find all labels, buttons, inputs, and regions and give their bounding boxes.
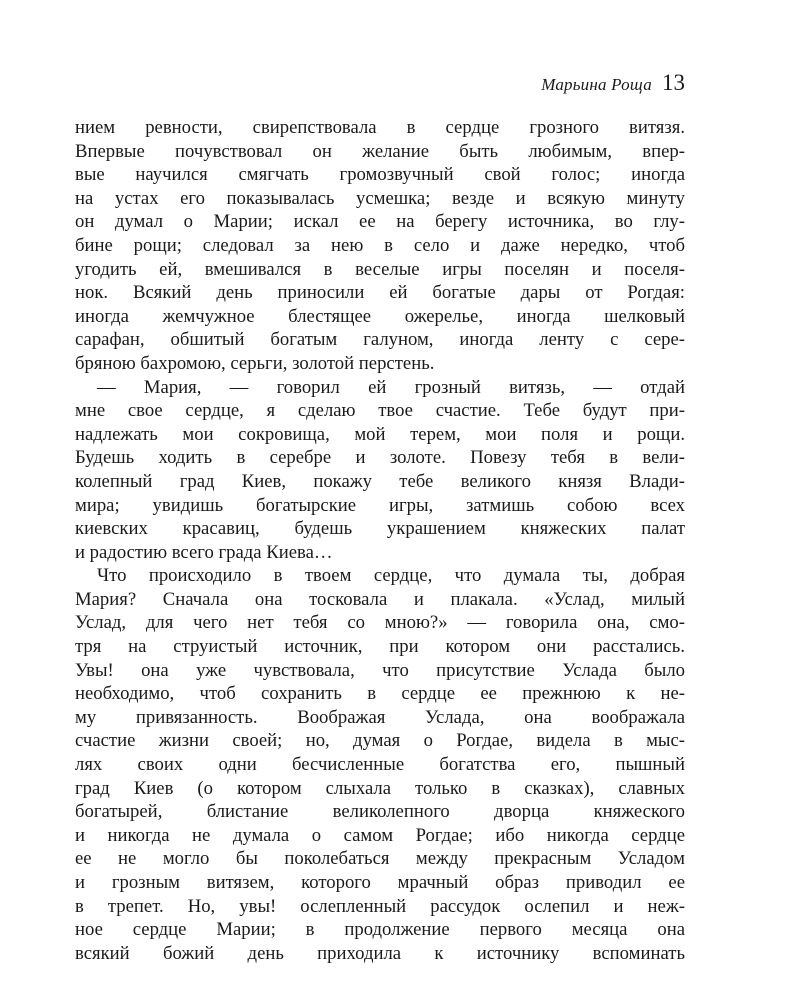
text-line: мира; увидишь богатырские игры, затмишь собою всех bbox=[75, 494, 685, 516]
text-line: Будешь ходить в серебре и золоте. Повезу тебя в вели- bbox=[75, 447, 685, 469]
text-line: надлежать мои сокровища, мой терем, мои поля и рощи. bbox=[75, 423, 685, 445]
text-line: всякий божий день приходила к источнику вспоминать bbox=[75, 942, 685, 964]
text-line: бряною бахромою, серьги, золотой перстень. bbox=[75, 352, 435, 374]
text-line: счастие жизни своей; но, думая о Рогдае, видела в мыс- bbox=[75, 730, 685, 752]
text-line: в трепет. Но, увы! ослепленный рассудок ослепил и неж- bbox=[75, 895, 685, 917]
text-line: град Киев (о котором слыхала только в сказках), славных bbox=[75, 777, 685, 799]
text-line: тря на струистый источник, при котором они расстались. bbox=[75, 636, 685, 658]
text-line: Увы! она уже чувствовала, что присутствие Услада было bbox=[75, 659, 685, 681]
text-line: богатырей, блистание великолепного дворца княжеского bbox=[75, 801, 685, 823]
text-line: мне свое сердце, я сделаю твое счастие. Тебе будут при- bbox=[75, 400, 685, 422]
text-line: лях своих одни бесчисленные богатства его, пышный bbox=[75, 754, 685, 776]
text-line: вые научился смягчать громозвучный свой голос; иногда bbox=[75, 164, 685, 186]
text-line: Что происходило в твоем сердце, что думала ты, добрая bbox=[97, 565, 685, 587]
text-line: и никогда не думала о самом Рогдае; ибо никогда сердце bbox=[75, 824, 685, 846]
text-line: колепный град Киев, покажу тебе великого князя Влади- bbox=[75, 470, 685, 492]
text-line: Мария? Сначала она тосковала и плакала. «Услад, милый bbox=[75, 588, 685, 610]
text-line: угодить ей, вмешивался в веселые игры поселян и поселя- bbox=[75, 258, 685, 280]
text-line: нок. Всякий день приносили ей богатые дары от Рогдая: bbox=[75, 282, 685, 304]
text-line: Услад, для чего нет тебя со мною?» — говорила она, смо- bbox=[75, 612, 685, 634]
text-line: му привязанность. Воображая Услада, она воображала bbox=[75, 706, 685, 728]
text-line: нием ревности, свирепствовала в сердце грозного витязя. bbox=[75, 117, 685, 138]
page-number: 13 bbox=[662, 70, 685, 95]
text-line: — Мария, — говорил ей грозный витязь, — отдай bbox=[97, 376, 685, 398]
text-line: ее не могло бы поколебаться между прекрасным Усладом bbox=[75, 848, 685, 870]
text-line: он думал о Марии; искал ее на берегу источника, во глу- bbox=[75, 211, 685, 233]
running-header bbox=[541, 70, 685, 96]
text-line: бине рощи; следовал за нею в село и даже нередко, чтоб bbox=[75, 234, 685, 256]
text-line: киевских красавиц, будешь украшением княжеских палат bbox=[75, 518, 685, 540]
text-line: Впервые почувствовал он желание быть любимым, впер- bbox=[75, 140, 685, 162]
text-line: необходимо, чтоб сохранить в сердце ее прежнюю к не- bbox=[75, 683, 685, 705]
text-line: сарафан, обшитый богатым галуном, иногда ленту с сере- bbox=[75, 329, 685, 351]
text-line: иногда жемчужное блестящее ожерелье, иногда шелковый bbox=[75, 305, 685, 327]
body-text bbox=[75, 116, 685, 965]
text-line: и радостию всего града Киева… bbox=[75, 541, 333, 563]
text-line: на устах его показывалась усмешка; везде и всякую минуту bbox=[75, 187, 685, 209]
running-title: Марьина Роща bbox=[541, 75, 652, 94]
text-line: ное сердце Марии; в продолжение первого месяца она bbox=[75, 919, 685, 941]
text-line: и грозным витязем, которого мрачный образ приводил ее bbox=[75, 872, 685, 893]
